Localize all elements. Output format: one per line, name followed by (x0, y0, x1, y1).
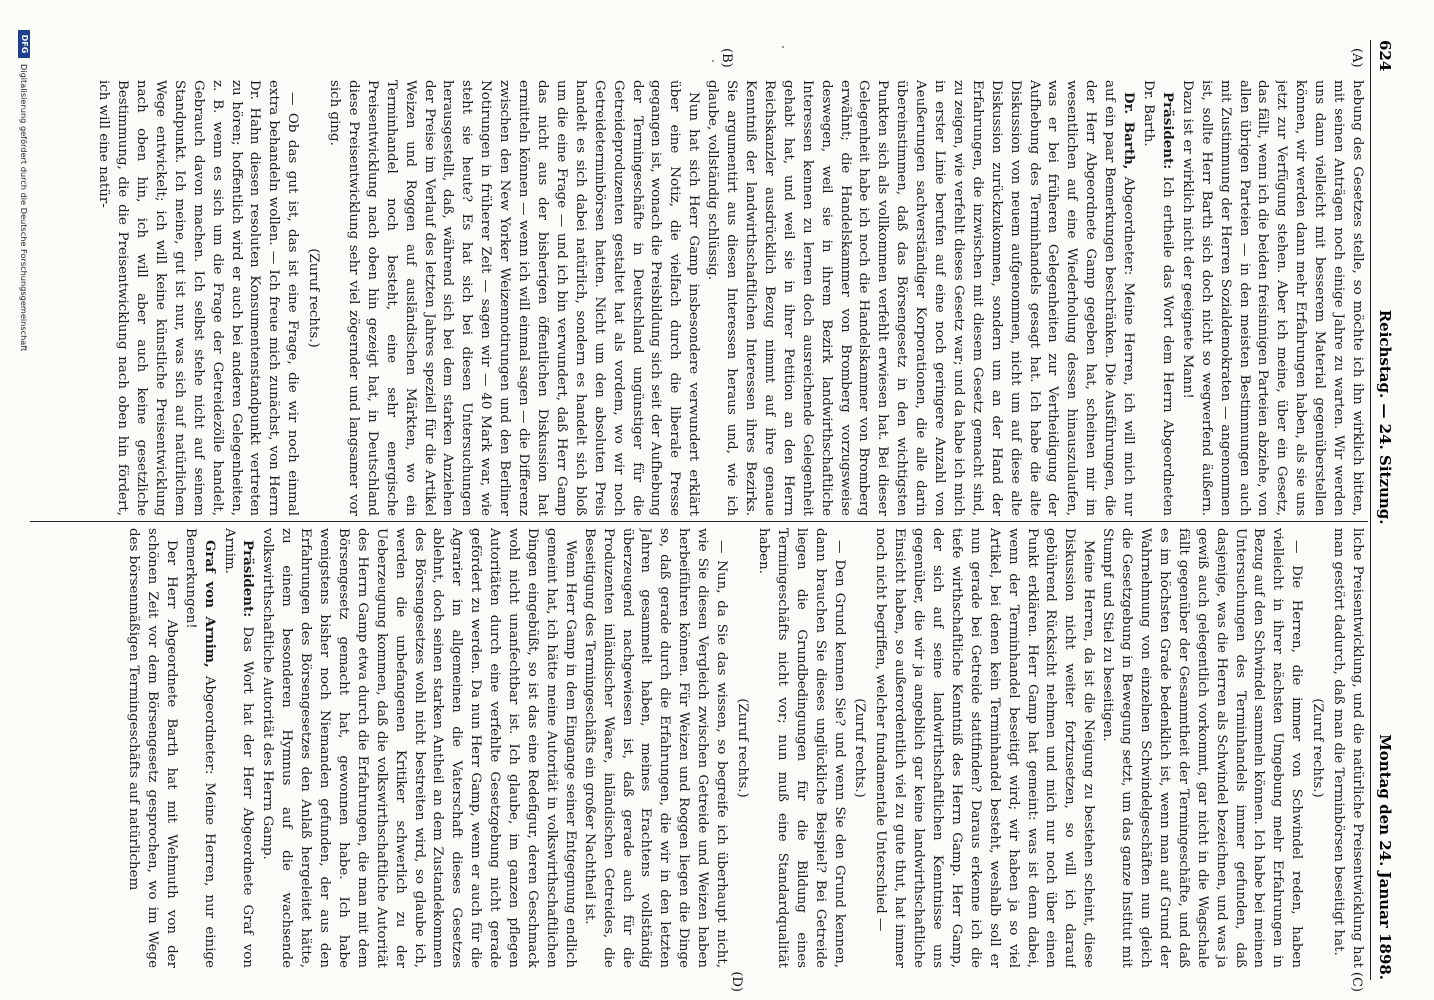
interjection: (Zuruf rechts.) (852, 698, 868, 798)
digitization-credit: Digitalisierung gefördert durch die Deutsche Forschungsgemeinschaft (19, 64, 29, 352)
paragraph: hebung des Gesetzes stelle, so möchte ich ihn wirklich bitten, mit seinen Anträgen noch einige Jahre zu warten. Wir werden uns dann vielleicht mit besserem Material gegenüberstellen können, wir werden dann mehr Erfahrungen haben, als sie uns jetzt zur Verfügung stehen. Aber ich meine, über ein Gesetz, das fällt, wenn ich die beiden freisinnigen Parteien abziehe, von allen übrigen Parteien — in den meisten Bestimmungen auch mit Zustimmung der Herren Sozialdemokraten — angenommen ist, sollte Herr Barth sich doch nicht so wegwerfend äußern. Dazu ist er wirklich nicht der geeignete Mann! (1179, 80, 1365, 516)
scan-speck (782, 46, 784, 48)
margin-mark-c: (C) (1349, 971, 1364, 992)
margin-mark-a: (A) (1349, 48, 1364, 68)
paragraph (219, 528, 258, 968)
dfg-logo: DFG (18, 30, 30, 58)
left-column (60, 80, 1366, 516)
speaker-label: Präsident: (240, 540, 257, 618)
paragraph: — Die Herren, die immer von Schwindel reden, haben vielleicht in ihrer nächsten Umgebung mehr Erfahrungen in Bezug auf den Schwindel sammeln können. Ich habe bei meinen Untersuchungen des Terminhandels immer gefunden, daß dasjenige, was die Herren als Schwindel bezeichnen, und was ja gewiß auch gelegentlich vorkommt, gar nicht in die Wagschale fällt gegenüber der Gesammtheit der Termingeschäfte, und daß es im höchsten Grade bedenklich ist, wenn man auf Grund der Wahrnehmung von einzelnen Schwindelgeschäften nun gleich die Gesetzgebung in Bewegung setzt, um das ganze Institut mit Stumpf und Stiel zu beseitigen. (1100, 528, 1305, 968)
margin-mark-d: (D) (729, 971, 744, 992)
speech-text: Das Wort hat der Herr Abgeordnete Graf von Arnim. (221, 528, 256, 968)
paragraph (1138, 80, 1177, 516)
speech-text: Abgeordneter: Meine Herren, ich will mich nur auf ein paar Bemerkungen beschränken. Die Ausführungen, die der Herr Abgeordnete Gamp gegeben hat, scheinen mir im wesentlichen auf eine Wiederholung dessen hinauszulaufen, was er bei früheren Gelegenheiten zur Vertheidigung der Aufhebung des Terminhandels gesagt hat. Ich habe die alte Diskussion von neuem aufgenommen, nicht um auf diese alte Diskussion zurückzukommen, sondern um an der Hand der Erfahrungen, die inzwischen mit diesem Gesetz gemacht sind, zu zeigen, wie verfehlt dieses Gesetz war; und da habe ich mich in erster Linie berufen auf eine noch geringere Anzahl von Aeußerungen sachverständiger Korporationen, die alle darin übereinstimmen, daß das Börsengesetz in den wichtigsten Punkten sich als vollkommen verfehlt erwiesen hat. Bei dieser Gelegenheit habe ich noch die Handelskammer von Bromberg erwähnt; die Handelskammer von Bromberg vorzugsweise deswegen, weil sie in ihrem Bezirk landwirthschaftliche Interessen kennen zu lernen doch ausreichende Gelegenheit gehabt hat, und weil sie in ihrer Petition an den Herrn Reichskanzler ausdrücklich Bezug nimmt auf ihre genaue Kenntniß der landwirthschaftlichen Interessen ihres Bezirks. Sie argumentirt aus diesen Interessen heraus und, wie ich glaube, vollständig schlüssig. (705, 80, 1137, 516)
paragraph: Meine Herren, da ist die Neigung zu bestehen scheint, diese Diskussion nicht weiter fortzusetzen, so will ich darauf gebührend Rücksicht nehmen und mich nur noch über einen Punkt erklären. Herr Gamp hat gemeint: was ist denn dabei, wenn der Terminhandel beseitigt wird; wir haben ja so viel Artikel, bei denen kein Terminhandel besteht, weshalb soll er nun gerade bei Getreide stattfinden? Daraus erkenne ich die tiefe wirthschaftliche Kenntniß des Herrn Gamp. Herr Gamp, der sich auf seine landwirthschaftlichen Kenntnisse uns gegenüber, die wir ja angeblich gar keine landwirthschaftliche Einsicht haben, so außerordentlich viel zu gute thut, hat immer noch nicht begriffen, welcher fundamentale Unterschied — (873, 528, 1097, 968)
interjection: (Zuruf rechts.) (735, 698, 750, 798)
scan-speck (712, 60, 714, 62)
margin-mark-b: (B) (719, 48, 734, 68)
speech-text: Ich ertheile das Wort dem Herrn Abgeordneten Dr. Barth. (1141, 80, 1175, 516)
paragraph: — Nun, da Sie das wissen, so begreife ich überhaupt nicht, wie Sie diesen Vergleich zwischen Getreide und Weizen haben herbeiführen können. Für Weizen und Roggen liegen die Dinge so, daß gerade durch die Erfahrungen, die wir in den letzten Jahren gesammelt haben, meines Erachtens vollständig überzeugend nachgewiesen ist, daß gerade auch für die Produzenten inländischer Waare, inländischen Getreides, die Beseitigung des Termingeschäfts ein großer Nachtheil ist. (581, 528, 730, 968)
paragraph: liche Preisentwicklung, und die natürliche Preisentwicklung hat man gestört dadurch, daß man die Terminbörsen beseitigt hat. (1331, 528, 1365, 968)
column-divider (30, 521, 1368, 522)
right-column (60, 528, 1366, 968)
speaker-label: Dr. Barth, (1121, 92, 1138, 170)
header-rule (1370, 40, 1371, 980)
paragraph: Nun hat sich Herr Gamp insbesondere verwundert erklärt über eine Notiz, die vielfach durch die liberale Presse gegangen ist, wonach die Preisbildung sich seit der Aufhebung der Termingeschäfte in Deutschland ungünstiger für die Getreideproduzenten gestaltet hat als vordem, wo wir noch Getreideterminbörsen hatten. Nicht um den absoluten Preis handelt es sich dabei natürlich, sondern es handelt sich bloß um die eine Frage — und ich bin verwundert, daß Herr Gamp das nicht aus der bisherigen öffentlichen Diskussion hat ermitteln können — wenn ich will einmal sagen — die Differenz zwischen den New Yorker Weizennotirungen und den Berliner Notirungen in früherer Zeit — sagen wir — 40 Mark war, wie steht sie heute? Es hat sich bei diesen Untersuchungen herausgestellt, daß, während sich bei dem starken Anziehen der Preise im Verlauf des letzten Jahres speziell für die Artikel Weizen und Roggen auf ausländischen Märkten, wo ein Terminhandel noch besteht, eine sehr energische Preisentwicklung nach oben hin gezeigt hat, in Deutschland diese Preisentwicklung sehr viel zögernder und langsamer vor sich ging. (327, 80, 702, 516)
speaker-label: Graf von Arnim, (201, 540, 218, 668)
page-number: 624 (1376, 40, 1394, 72)
paragraph: — Den Grund kennen Sie? und wenn Sie den Grund kennen, dann brauchen Sie dieses unglückliche Beispiel? Bei Getreide liegen die Grundbedingungen für die Bildung eines Termingeschäfts nicht vor; nun muß eine Standardqualität haben. (755, 528, 847, 968)
interjection: (Zuruf rechts.) (1310, 698, 1326, 798)
paragraph: Der Herr Abgeordnete Barth hat mit Wehmuth von der schönen Zeit vor dem Börsengesetz gesprochen, wo im Wege des börsenmäßigen Termingeschäfts auf natürlichem (126, 528, 179, 968)
digitization-footer (16, 30, 32, 970)
speech-text: Abgeordneter: Meine Herren, nur einige Bemerkungen! (182, 528, 217, 968)
paragraph (702, 80, 1138, 516)
speaker-label: Präsident: (1159, 92, 1176, 170)
paragraph: Wenn Herr Gamp in dem Eingange seiner Entgegnung endlich gemeint hat, ich hätte meine Autorität in volkswirthschaftlichen Dingen eingebüßt, so ist das eine Redefigur, deren Geschmack wohl nicht unanfechtbar ist. Ich glaube, im ganzen pflegen Autoritäten durch eine verfehlte Gesetzgebung nicht gerade gefördert zu werden. Da nun Herr Gamp, wenn er auch für die Agrarier im allgemeinen die Vaterschaft dieses Gesetzes ablehnt, doch seinen starken Antheil an dem Zustandekommen des Börsengesetzes wohl nicht bestreiten wird, so glaube ich, werden die unbefangenen Kritiker schwerlich zu der Ueberzeugung kommen, daß die volkswirthschaftliche Autorität des Herrn Gamp etwa durch die Erfahrungen, die man mit dem Börsengesetz gemacht hat, gewonnen habe. Ich habe wenigstens bisher noch Niemanden gefunden, der aus den Erfahrungen des Börsengesetzes den Anlaß hergeleitet hätte, zu einem besonderen Hymnus auf die wachsende volkswirthschaftliche Autorität des Herrn Gamp. (260, 528, 578, 968)
session-date: Montag den 24. Januar 1898. (1376, 734, 1394, 980)
paragraph: — Ob das gut ist, das ist eine Frage, die wir noch einmal extra behandeln wollen. — Ich freue mich zunächst, von Herrn Dr. Hahn diesen resoluten Konsumentenstandpunkt vertreten zu hören; hoffentlich wird er auch bei anderen Gelegenheiten, z. B. wenn es sich um die Frage der Getreidezölle handelt, Gebrauch davon machen. Ich selbst stehe nicht auf seinem Standpunkt. Ich meine, gut ist nur, was sich auf natürlichem Wege entwickelt; ich will keine künstliche Preisentwicklung nach oben hin, ich will aber auch keine gesetzliche Bestimmung, die die Preisentwicklung nach oben hin fördert, ich will eine natür- (96, 80, 301, 516)
page-header (1374, 40, 1396, 980)
interjection: (Zuruf rechts.) (306, 248, 322, 348)
session-title: Reichstag. — 24. Sitzung. (1376, 309, 1394, 525)
paragraph (180, 528, 219, 968)
